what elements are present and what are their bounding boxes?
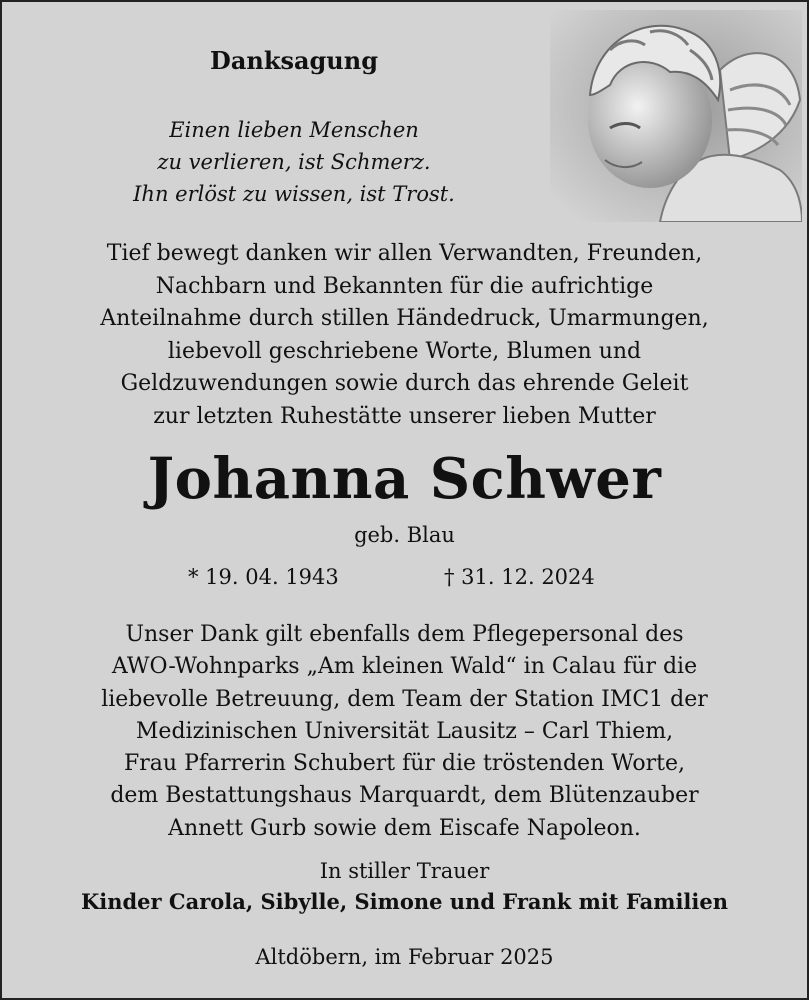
intro-line: Anteilnahme durch stillen Händedruck, Umarmungen, — [100, 306, 709, 331]
thanks-line: liebevolle Betreuung, dem Team der Station IMC1 der — [101, 686, 708, 712]
thanks-line: AWO-Wohnparks „Am kleinen Wald“ in Calau für die — [111, 654, 698, 680]
heading: Danksagung — [210, 46, 378, 75]
death-date: † 31. 12. 2024 — [444, 565, 595, 589]
quote-line: Ihn erlöst zu wissen, ist Trost. — [133, 182, 455, 206]
thanks-line: Medizinischen Universität Lausitz – Carl Thiem, — [135, 718, 674, 744]
quote-line: zu verlieren, ist Schmerz. — [157, 150, 431, 174]
birth-date: * 19. 04. 1943 — [188, 565, 339, 589]
mourning-line: In stiller Trauer — [319, 859, 490, 883]
thanks-line: Frau Pfarrerin Schubert für die tröstenden Worte, — [124, 751, 685, 777]
intro-line: Tief bewegt danken wir allen Verwandten, Freunden, — [106, 241, 703, 266]
quote — [74, 114, 514, 210]
thanks-line: Annett Gurb sowie dem Eiscafe Napoleon. — [168, 815, 641, 841]
angel-statue-icon — [550, 10, 802, 222]
thanks-line: dem Bestattungshaus Marquardt, dem Blütenzauber — [110, 783, 699, 809]
maiden-name: geb. Blau — [354, 523, 455, 547]
place-date: Altdöbern, im Februar 2025 — [255, 945, 554, 969]
intro-line: Geldzuwendungen sowie durch das ehrende Geleit — [120, 371, 689, 396]
thanks-line: Unser Dank gilt ebenfalls dem Pflegepersonal des — [125, 622, 684, 647]
intro-line: zur letzten Ruhestätte unserer lieben Mutter — [153, 403, 656, 429]
family-signature: Kinder Carola, Sibylle, Simone und Frank mit Familien — [80, 889, 729, 914]
deceased-name: Johanna Schwer — [147, 446, 662, 512]
intro-line: liebevoll geschriebene Worte, Blumen und — [167, 338, 642, 364]
intro-line: Nachbarn und Bekannten für die aufrichtige — [155, 273, 654, 299]
intro-paragraph — [2, 238, 807, 433]
thanks-paragraph — [2, 619, 807, 845]
quote-line: Einen lieben Menschen — [169, 118, 419, 142]
